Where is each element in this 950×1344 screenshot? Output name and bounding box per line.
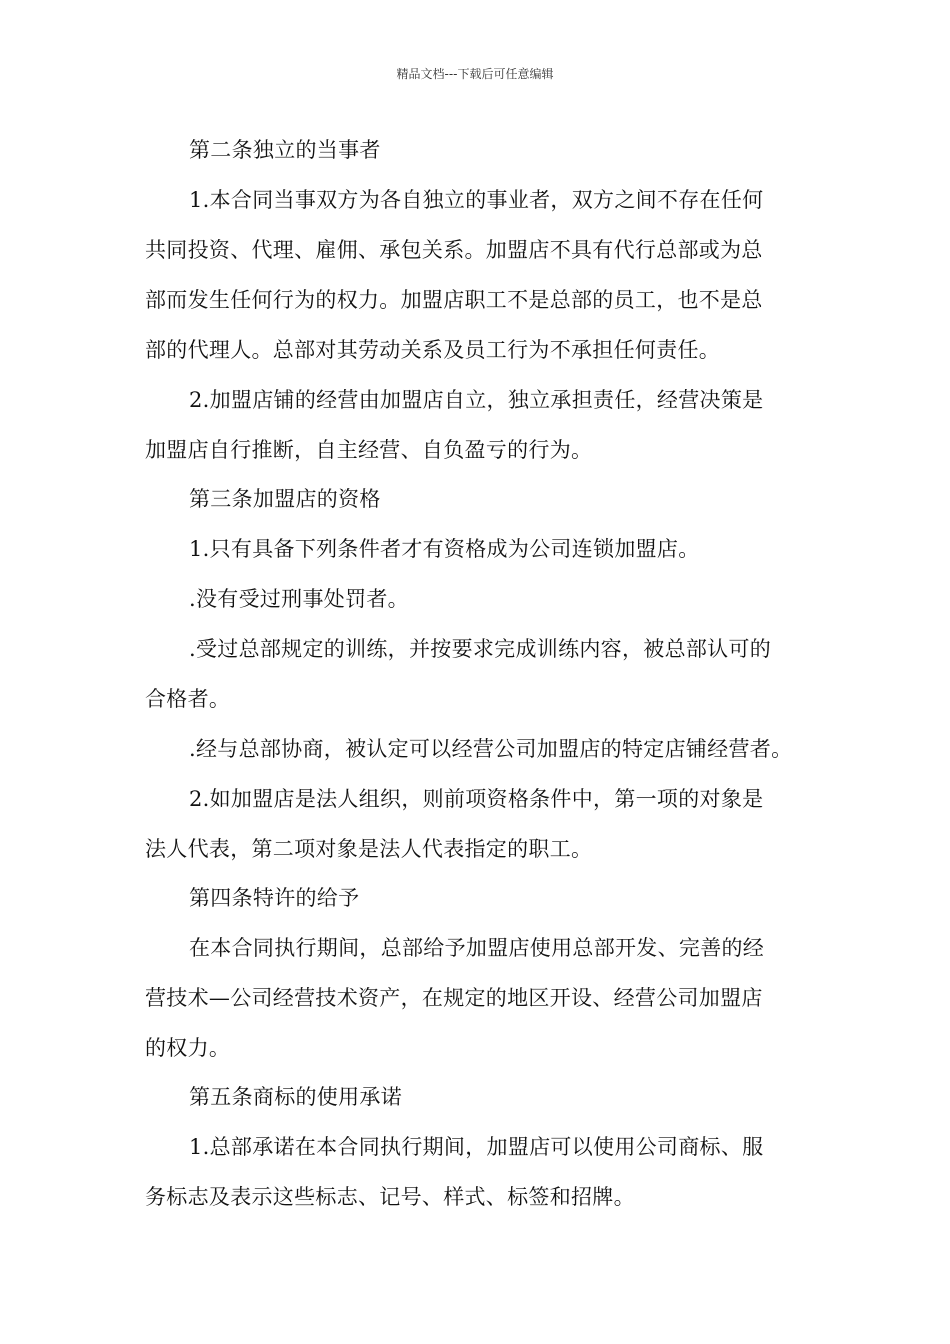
paragraph-line: 2.加盟店铺的经营由加盟店自立，独立承担责任，经营决策是 <box>189 388 764 412</box>
paragraph-line: 营技术—公司经营技术资产，在规定的地区开设、经营公司加盟店 <box>145 986 763 1010</box>
paragraph-line: .受过总部规定的训练，并按要求完成训练内容，被总部认可的 <box>189 637 772 661</box>
paragraph-line: 1.本合同当事双方为各自独立的事业者，双方之间不存在任何 <box>189 188 764 212</box>
paragraph-line: .经与总部协商，被认定可以经营公司加盟店的特定店铺经营者。 <box>189 737 793 761</box>
paragraph-line: 在本合同执行期间，总部给予加盟店使用总部开发、完善的经 <box>189 936 765 960</box>
paragraph-line: 1.总部承诺在本合同执行期间，加盟店可以使用公司商标、服 <box>189 1135 764 1159</box>
paragraph-line: 加盟店自行推断，自主经营、自负盈亏的行为。 <box>145 438 593 462</box>
paragraph-line: 共同投资、代理、雇佣、承包关系。加盟店不具有代行总部或为总 <box>145 238 763 262</box>
paragraph-line: 部而发生任何行为的权力。加盟店职工不是总部的员工，也不是总 <box>145 288 763 312</box>
article-2-heading: 第二条独立的当事者 <box>189 138 381 162</box>
paragraph-line: 部的代理人。总部对其劳动关系及员工行为不承担任何责任。 <box>145 338 721 362</box>
paragraph-line: 合格者。 <box>145 687 231 711</box>
paragraph-line: 法人代表，第二项对象是法人代表指定的职工。 <box>145 837 593 861</box>
paragraph-line: 1.只有具备下列条件者才有资格成为公司连锁加盟店。 <box>189 537 700 561</box>
paragraph-line: 的权力。 <box>145 1036 231 1060</box>
paragraph-line: 2.如加盟店是法人组织，则前项资格条件中，第一项的对象是 <box>189 787 764 811</box>
article-4-heading: 第四条特许的给予 <box>189 886 360 910</box>
article-5-heading: 第五条商标的使用承诺 <box>189 1085 402 1109</box>
page-header: 精品文档---下载后可任意编辑 <box>396 67 554 81</box>
paragraph-line: .没有受过刑事处罚者。 <box>189 587 409 611</box>
article-3-heading: 第三条加盟店的资格 <box>189 487 381 511</box>
paragraph-line: 务标志及表示这些标志、记号、样式、标签和招牌。 <box>145 1185 635 1209</box>
